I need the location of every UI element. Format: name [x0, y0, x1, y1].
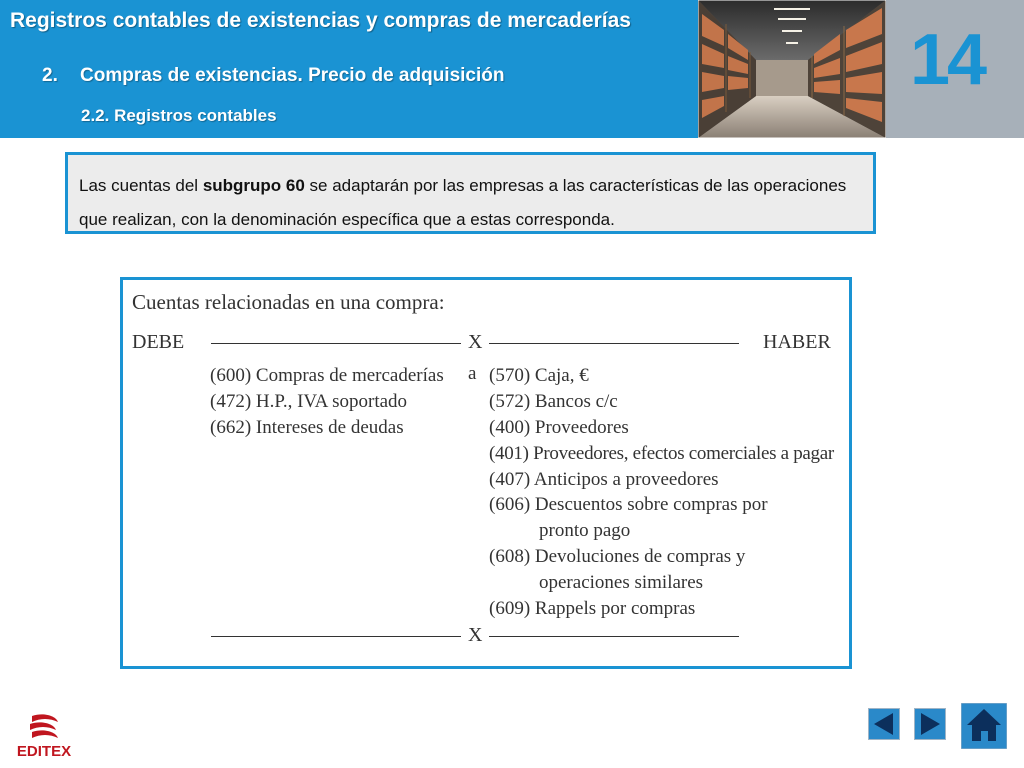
- credit-account: (609) Rappels por compras: [489, 598, 696, 620]
- section-number: 2.: [42, 65, 58, 86]
- info-text-start: Las cuentas del: [79, 176, 203, 195]
- top-right-rule: [489, 343, 739, 344]
- warehouse-photo: [698, 0, 886, 138]
- credit-account: (606) Descuentos sobre compras por: [489, 494, 768, 516]
- credit-account: (608) Devoluciones de compras y: [489, 546, 746, 568]
- previous-button[interactable]: [868, 708, 900, 740]
- bottom-left-rule: [211, 636, 461, 637]
- header-band: [0, 0, 698, 138]
- info-box: [65, 152, 876, 234]
- bottom-right-rule: [489, 636, 739, 637]
- next-button[interactable]: [914, 708, 946, 740]
- haber-label: HABER: [763, 331, 831, 353]
- top-separator: X: [468, 331, 483, 353]
- debit-accounts: [210, 363, 444, 441]
- credit-account: (401) Proveedores, efectos comerciales a pagar: [489, 442, 834, 464]
- info-text-end: se adaptarán por las empresas a las características de las operaciones que realizan, con la denominación específica que a estas corresponda.: [79, 176, 847, 229]
- debit-account: (472) H.P., IVA soportado: [210, 390, 408, 412]
- debit-account: (600) Compras de mercaderías: [210, 365, 444, 386]
- connector-a: a: [468, 363, 477, 384]
- credit-account: (407) Anticipos a proveedores: [489, 468, 719, 490]
- slide-title: Registros contables de existencias y compras de mercaderías: [10, 9, 631, 32]
- debit-account: (662) Intereses de deudas: [210, 416, 404, 438]
- bottom-separator: X: [468, 624, 483, 646]
- info-text-bold: subgrupo 60: [202, 176, 305, 195]
- chapter-number: 14: [910, 20, 985, 100]
- credit-account: (570) Caja, €: [489, 365, 589, 386]
- credit-account: (400) Proveedores: [489, 416, 629, 438]
- credit-accounts: [489, 363, 834, 622]
- credit-account-continuation: pronto pago: [539, 520, 631, 542]
- section-heading: [42, 65, 505, 87]
- editex-logo: [10, 712, 78, 760]
- chapter-box: [886, 0, 1024, 138]
- credit-account-continuation: operaciones similares: [539, 572, 704, 594]
- arrow-left-icon: [869, 709, 899, 739]
- debe-label: DEBE: [132, 331, 185, 353]
- accounts-title: Cuentas relacionadas en una compra:: [132, 290, 445, 314]
- subsection-heading: 2.2. Registros contables: [81, 106, 277, 125]
- arrow-right-icon: [915, 709, 945, 739]
- credit-account: (572) Bancos c/c: [489, 390, 618, 412]
- logo-text: EDITEX: [16, 743, 72, 760]
- accounts-panel: [120, 277, 852, 669]
- home-button[interactable]: [961, 703, 1007, 749]
- home-icon: [961, 703, 1007, 749]
- top-left-rule: [211, 343, 461, 344]
- info-text: [79, 169, 861, 237]
- section-title: Compras de existencias. Precio de adquisición: [80, 65, 505, 86]
